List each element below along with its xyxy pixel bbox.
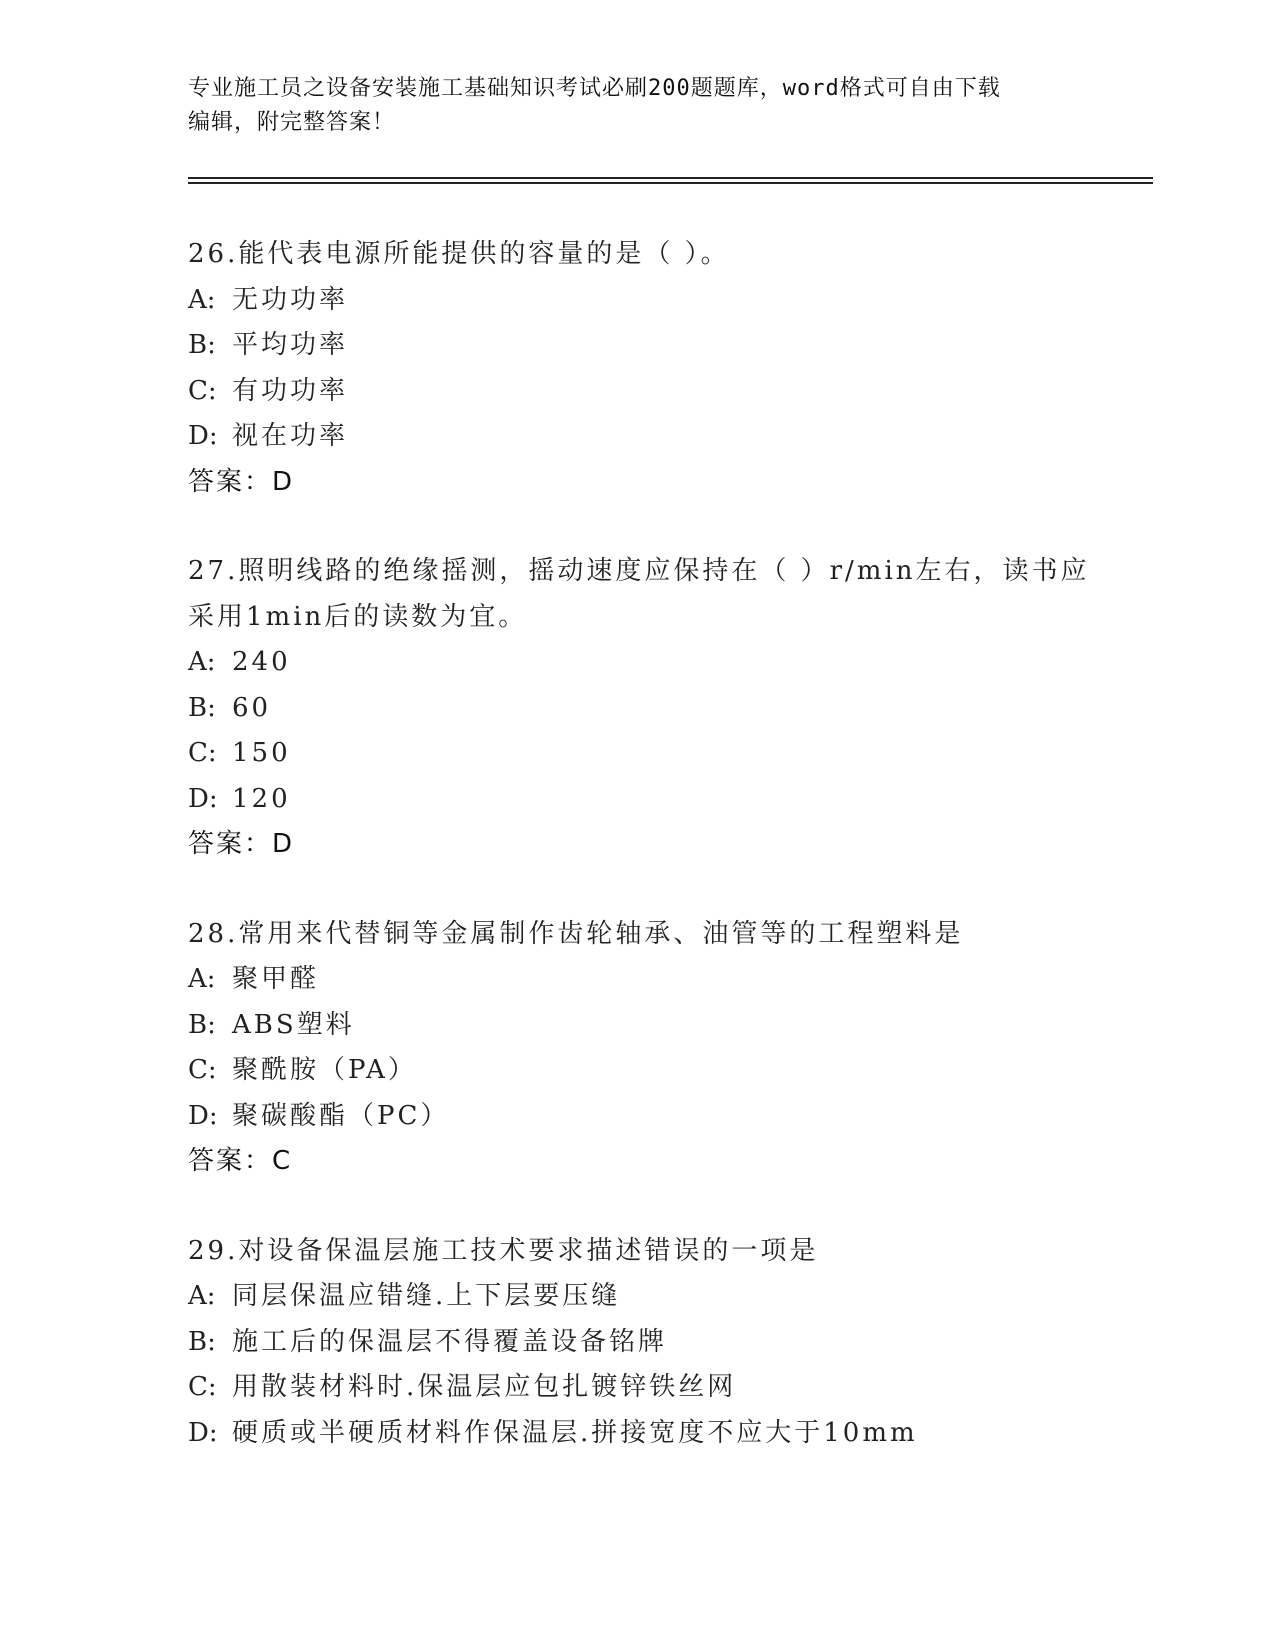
- option-text: 同层保温应错缝.上下层要压缝: [232, 1281, 621, 1311]
- option-b: [188, 1003, 1148, 1049]
- option-a: [188, 957, 1148, 1003]
- option-key: A:: [188, 964, 216, 994]
- question-list: [188, 232, 1148, 1500]
- option-key: B:: [188, 330, 216, 360]
- option-key: C:: [188, 375, 217, 406]
- option-text: 无功功率: [232, 284, 349, 315]
- header-title-line-1: 专业施工员之设备安装施工基础知识考试必刷200题题库，word格式可自由下载: [188, 76, 1001, 101]
- option-text: 硬质或半硬质材料作保温层.拼接宽度不应大于10mm: [232, 1417, 918, 1448]
- option-key: B:: [188, 1009, 216, 1040]
- question-28: [188, 912, 1148, 1185]
- option-text: 150: [232, 738, 291, 768]
- option-key: D:: [188, 421, 218, 451]
- option-text: 120: [232, 783, 291, 814]
- option-d: [188, 777, 1148, 823]
- header-title-line-2: 编辑，附完整答案！: [188, 110, 396, 135]
- option-key: D:: [188, 783, 218, 814]
- option-text: 用散装材料时.保温层应包扎镀锌铁丝网: [232, 1372, 737, 1402]
- option-text: 聚酰胺（PA）: [232, 1055, 417, 1085]
- option-b: [188, 323, 1148, 369]
- option-a: [188, 640, 1148, 686]
- question-stem: 29.对设备保温层施工技术要求描述错误的一项是: [188, 1235, 819, 1266]
- option-c: [188, 369, 1148, 415]
- answer-line: 答案：C: [188, 1146, 293, 1176]
- option-text: 聚碳酸酯（PC）: [232, 1100, 450, 1131]
- option-d: [188, 414, 1148, 460]
- option-a: [188, 278, 1148, 324]
- document-header: [188, 72, 1068, 140]
- option-key: C:: [188, 1372, 217, 1402]
- question-stem: 28.常用来代替铜等金属制作齿轮轴承、油管等的工程塑料是: [188, 918, 964, 949]
- option-key: A:: [188, 647, 216, 677]
- question-29: [188, 1229, 1148, 1457]
- option-key: D:: [188, 1417, 218, 1448]
- option-text: 施工后的保温层不得覆盖设备铭牌: [232, 1326, 668, 1357]
- option-key: A:: [188, 284, 216, 315]
- option-text: 视在功率: [232, 421, 349, 451]
- question-stem: 26.能代表电源所能提供的容量的是（ ）。: [188, 239, 730, 269]
- option-key: C:: [188, 1055, 217, 1085]
- option-key: C:: [188, 738, 217, 768]
- option-key: D:: [188, 1100, 218, 1131]
- answer-line: 答案：D: [188, 829, 295, 859]
- option-text: 240: [232, 647, 291, 677]
- option-text: 60: [232, 692, 272, 723]
- option-key: B:: [188, 1326, 216, 1357]
- question-26: [188, 232, 1148, 505]
- header-divider-bottom: [188, 182, 1153, 184]
- option-text: 平均功率: [232, 330, 349, 360]
- header-divider-top: [188, 177, 1153, 179]
- option-d: [188, 1411, 1148, 1457]
- option-d: [188, 1094, 1148, 1140]
- option-b: [188, 686, 1148, 732]
- question-27: [188, 549, 1148, 868]
- option-b: [188, 1320, 1148, 1366]
- option-a: [188, 1274, 1148, 1320]
- option-text: 有功功率: [232, 375, 349, 406]
- option-key: B:: [188, 692, 216, 723]
- option-key: A:: [188, 1281, 216, 1311]
- question-stem: 27.照明线路的绝缘摇测，摇动速度应保持在（ ）r/min左右，读书应: [188, 556, 1090, 586]
- option-text: ABS塑料: [232, 1009, 355, 1040]
- option-text: 聚甲醛: [232, 964, 320, 994]
- question-stem-continued: 采用1min后的读数为宜。: [188, 601, 528, 632]
- option-c: [188, 731, 1148, 777]
- option-c: [188, 1048, 1148, 1094]
- option-c: [188, 1365, 1148, 1411]
- answer-line: 答案：D: [188, 466, 295, 497]
